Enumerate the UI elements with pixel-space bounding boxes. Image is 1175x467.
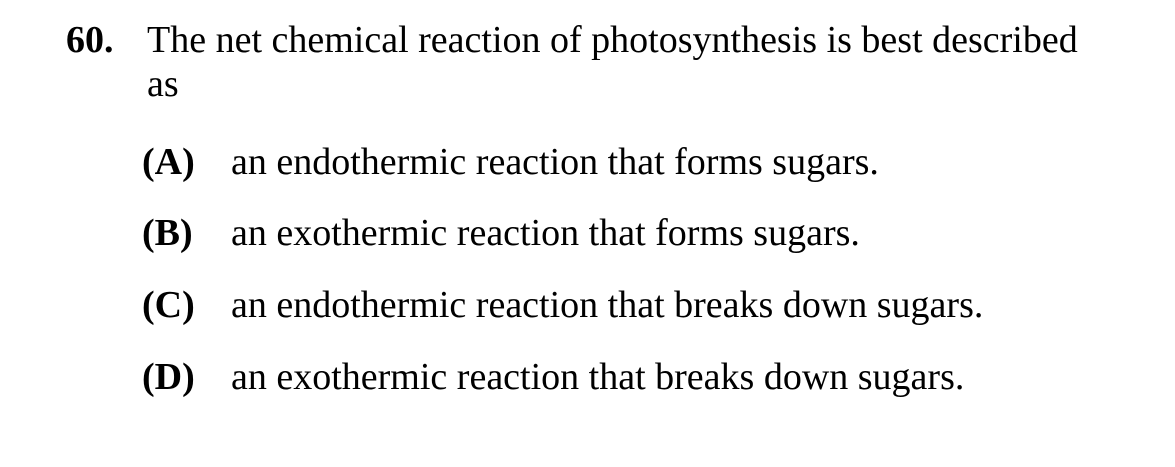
choice-text: an endothermic reaction that forms sugars. bbox=[231, 141, 879, 183]
question-number: 60. bbox=[66, 19, 114, 61]
question-stem: The net chemical reaction of photosynthesis is best described as bbox=[147, 19, 1078, 105]
choice-letter: (D) bbox=[142, 356, 195, 398]
choice-letter: (A) bbox=[142, 141, 195, 183]
choice-letter: (B) bbox=[142, 212, 193, 254]
choice-text: an endothermic reaction that breaks down sugars. bbox=[231, 284, 984, 326]
choice-text: an exothermic reaction that forms sugars. bbox=[231, 212, 860, 254]
choice-letter: (C) bbox=[142, 284, 195, 326]
choice-text: an exothermic reaction that breaks down sugars. bbox=[231, 356, 965, 398]
